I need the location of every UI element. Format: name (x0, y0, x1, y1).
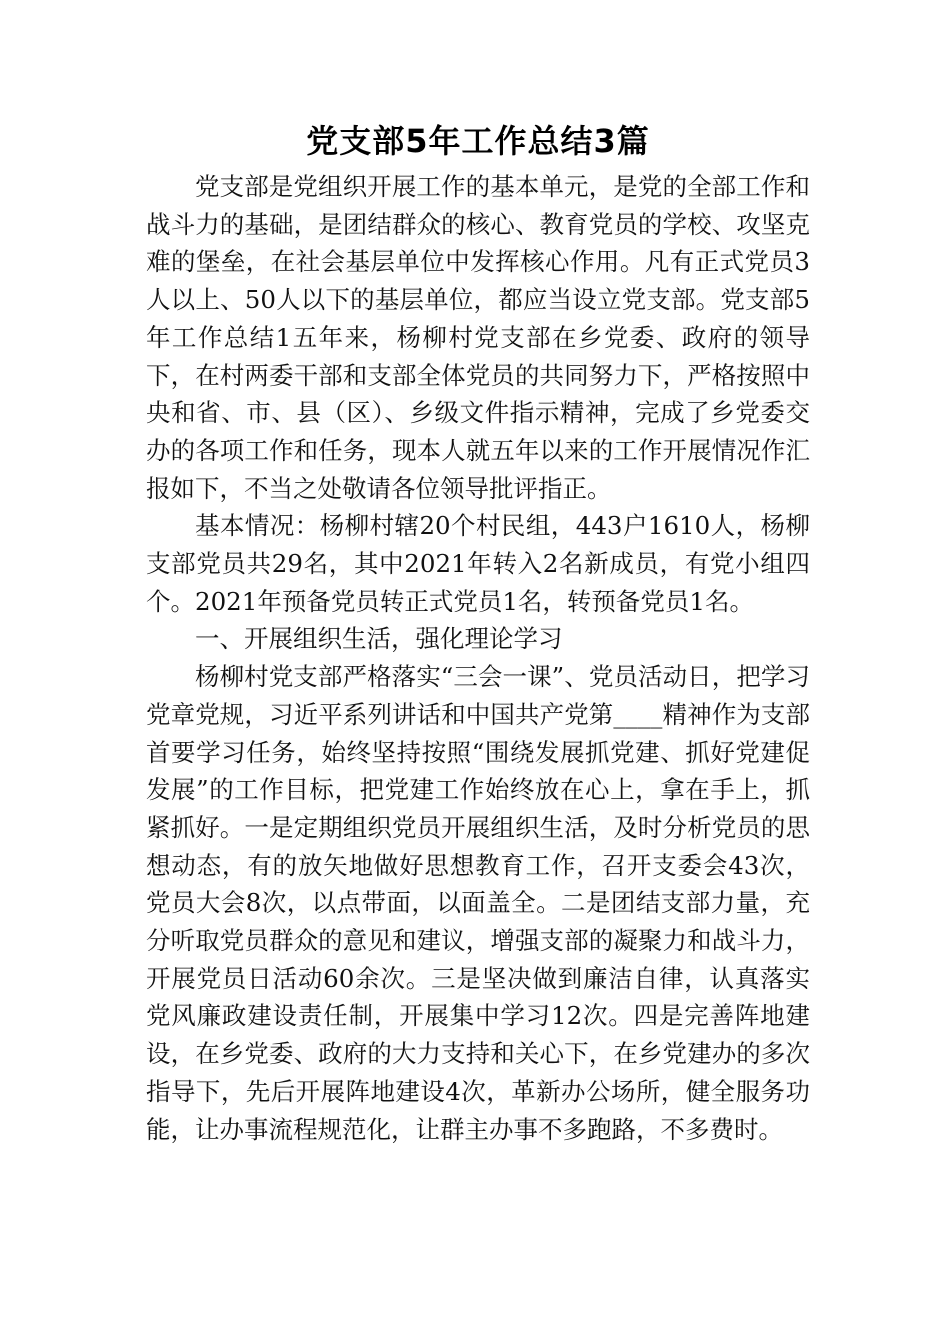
paragraph-section-1: 杨柳村党支部严格落实“三会一课”、党员活动日，把学习党章党规，习近平系列讲话和中国共产党第____精神作为支部首要学习任务，始终坚持按照“围绕发展抓党建、抓好党建促发展”的工作目标，把党建工作始终放在心上，拿在手上，抓紧抓好。一是定期组织党员开展组织生活，及时分析党员的思想动态，有的放矢地做好思想教育工作，召开支委会43次，党员大会8次，以点带面，以面盖全。二是团结支部力量，充分听取党员群众的意见和建议，增强支部的凝聚力和战斗力，开展党员日活动60余次。三是坚决做到廉洁自律，认真落实党风廉政建设责任制，开展集中学习12次。四是完善阵地建设，在乡党委、政府的大力支持和关心下，在乡党建办的多次指导下，先后开展阵地建设4次，革新办公场所，健全服务功能，让办事流程规范化，让群主办事不多跑路，不多费时。 (146, 662, 810, 1144)
paragraph-basic-info: 基本情况：杨柳村辖20个村民组，443户1610人，杨柳支部党员共29名，其中2021年转入2名新成员，有党小组四个。2021年预备党员转正式党员1名，转预备党员1名。 (146, 511, 810, 616)
document-body (146, 168, 810, 1148)
document-title: 党支部5年工作总结3篇 (306, 122, 650, 160)
paragraph-intro: 党支部是党组织开展工作的基本单元，是党的全部工作和战斗力的基础，是团结群众的核心、教育党员的学校、攻坚克难的堡垒，在社会基层单位中发挥核心作用。凡有正式党员3人以上、50人以下的基层单位，都应当设立党支部。党支部5年工作总结1五年来，杨柳村党支部在乡党委、政府的领导下，在村两委干部和支部全体党员的共同努力下，严格按照中央和省、市、县（区）、乡级文件指示精神，完成了乡党委交办的各项工作和任务，现本人就五年以来的工作开展情况作汇报如下，不当之处敬请各位领导批评指正。 (146, 172, 810, 503)
section-heading-1: 一、开展组织生活，强化理论学习 (195, 624, 563, 654)
